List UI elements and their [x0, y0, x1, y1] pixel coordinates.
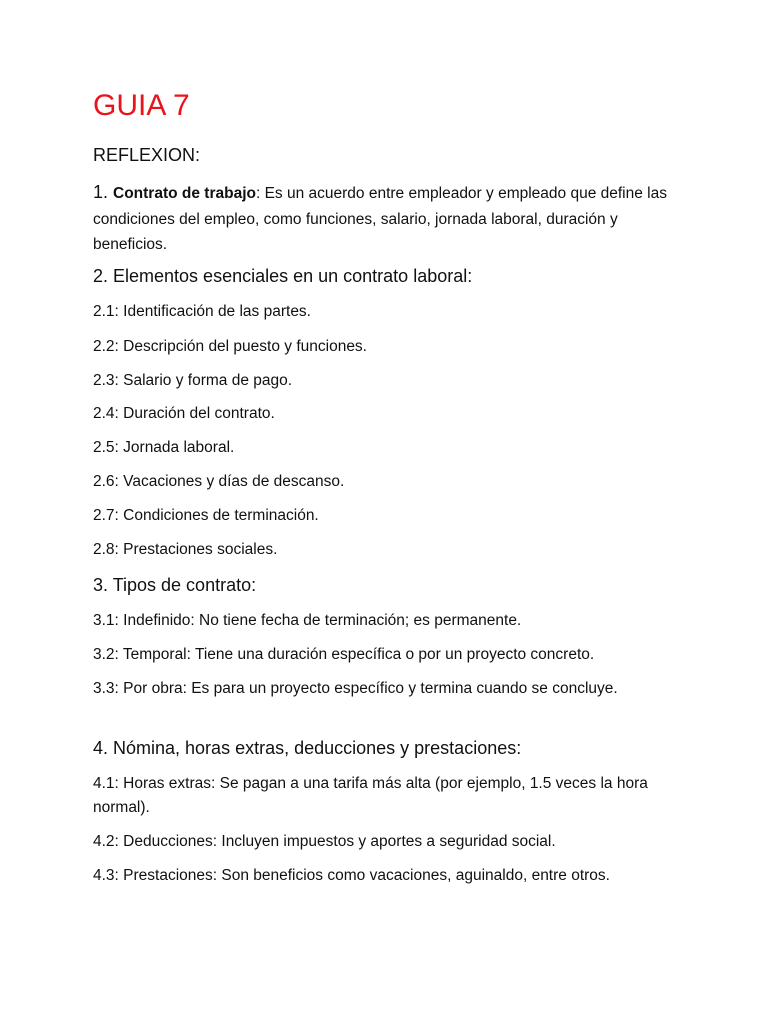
list-item: 3.1: Indefinido: No tiene fecha de terminación; es permanente. — [93, 612, 522, 629]
list-item: 2.6: Vacaciones y días de descanso. — [93, 473, 345, 490]
document-title: GUIA 7 — [93, 89, 190, 122]
section-heading-nomina: 4. Nómina, horas extras, deducciones y prestaciones: — [93, 738, 522, 758]
list-item: 4.2: Deducciones: Incluyen impuestos y aportes a seguridad social. — [93, 833, 556, 850]
item-number: 1. — [93, 182, 114, 202]
list-item: 2.1: Identificación de las partes. — [93, 303, 311, 320]
section-heading-elementos: 2. Elementos esenciales en un contrato laboral: — [93, 266, 473, 286]
definition-text: : Es un acuerdo entre empleador y empleado que define las condiciones del empleo, como funciones, salario, jornada laboral, duración y beneficios. — [93, 185, 667, 253]
definition-term: Contrato de trabajo — [113, 185, 256, 202]
list-item: 2.7: Condiciones de terminación. — [93, 507, 319, 524]
list-item: 4.1: Horas extras: Se pagan a una tarifa más alta (por ejemplo, 1.5 veces la hora normal). — [93, 775, 648, 816]
list-item: 3.2: Temporal: Tiene una duración específica o por un proyecto concreto. — [93, 646, 595, 663]
list-item: 2.3: Salario y forma de pago. — [93, 372, 293, 389]
section-heading-tipos: 3. Tipos de contrato: — [93, 575, 257, 595]
section-label-reflexion: REFLEXION: — [93, 145, 201, 165]
list-item: 2.2: Descripción del puesto y funciones. — [93, 338, 367, 355]
list-item: 2.8: Prestaciones sociales. — [93, 541, 278, 558]
list-item: 2.4: Duración del contrato. — [93, 405, 275, 422]
definition-contrato-de-trabajo — [93, 180, 683, 258]
list-item: 4.3: Prestaciones: Son beneficios como vacaciones, aguinaldo, entre otros. — [93, 867, 610, 884]
list-item: 3.3: Por obra: Es para un proyecto específico y termina cuando se concluye. — [93, 680, 618, 697]
list-item: 2.5: Jornada laboral. — [93, 439, 235, 456]
